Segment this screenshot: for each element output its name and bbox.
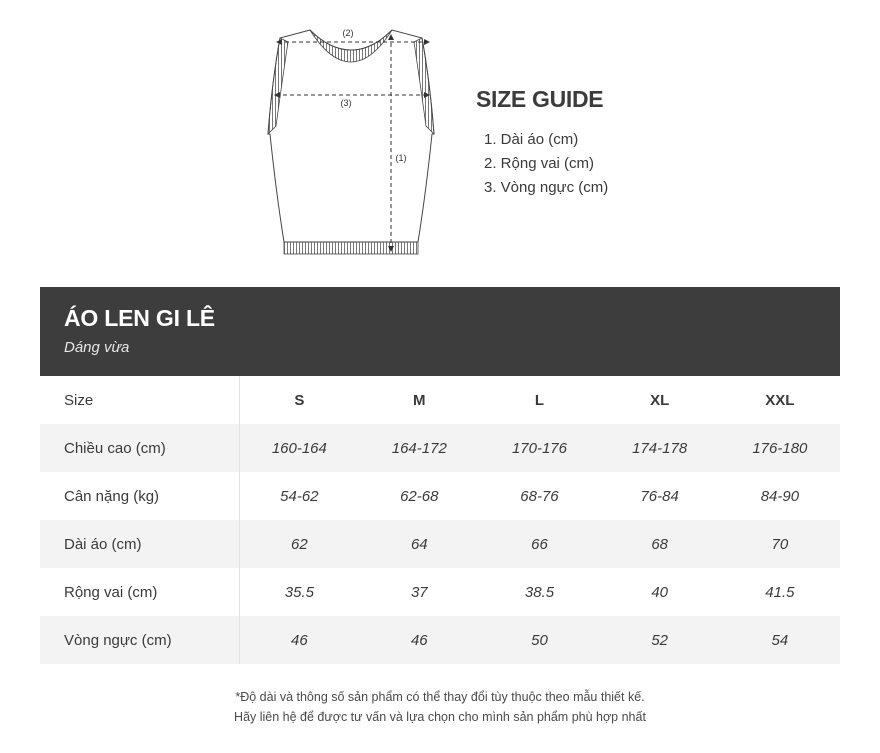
table-cell: 40 — [651, 583, 668, 601]
table-row — [40, 424, 840, 472]
size-header-cell: XXL — [765, 391, 795, 409]
table-cell: 164-172 — [359, 424, 479, 472]
footer-note-1: *Độ dài và thông số sản phẩm có thể thay đổi tùy thuộc theo mẫu thiết kế. — [235, 690, 645, 704]
table-row — [40, 520, 840, 568]
label-length: (1) — [395, 153, 407, 163]
guide-item-length: 1. Dài áo (cm) — [484, 131, 579, 148]
table-cell: 84-90 — [760, 487, 800, 505]
size-header-cell: S — [294, 391, 305, 409]
size-header-cell: XL — [650, 391, 670, 409]
size-guide-list — [476, 128, 608, 200]
table-row — [40, 568, 840, 616]
row-label: Cân nặng (kg) — [40, 472, 239, 520]
table-cell: 41.5 — [765, 583, 795, 601]
table-cell: 64 — [359, 520, 479, 568]
table-cell: 46 — [239, 616, 359, 664]
table-cell: 174-178 — [600, 424, 720, 472]
vest-illustration — [262, 22, 440, 262]
table-cell: 160-164 — [239, 424, 359, 472]
table-row — [40, 472, 840, 520]
table-cell: 68 — [600, 520, 720, 568]
guide-item-shoulder: 2. Rộng vai (cm) — [484, 155, 595, 172]
table-cell: 37 — [410, 583, 428, 601]
table-cell: 54-62 — [280, 487, 319, 505]
product-fit: Dáng vừa — [64, 339, 130, 356]
table-cell: 52 — [600, 616, 720, 664]
row-label: Vòng ngực (cm) — [40, 616, 239, 664]
label-chest: (3) — [340, 98, 352, 108]
table-cell: 170-176 — [479, 424, 599, 472]
table-cell: 62-68 — [400, 487, 439, 505]
vest-diagram — [262, 22, 440, 262]
footer-note-2: Hãy liên hệ để được tư vấn và lựa chọn cho mình sản phẩm phù hợp nhất — [234, 710, 646, 724]
size-header-cell: M — [413, 391, 426, 409]
table-header-row — [40, 376, 840, 424]
label-shoulder: (2) — [342, 28, 354, 38]
row-label: Dài áo (cm) — [40, 520, 239, 568]
size-guide-title: SIZE GUIDE — [476, 86, 604, 112]
table-cell: 35.5 — [284, 583, 314, 601]
table-cell: 70 — [720, 520, 840, 568]
table-row — [40, 616, 840, 664]
table-cell: 62 — [239, 520, 359, 568]
table-cell: 68-76 — [520, 487, 559, 505]
product-banner — [40, 287, 840, 376]
size-guide — [476, 86, 608, 200]
table-cell: 46 — [359, 616, 479, 664]
row-label: Size — [40, 376, 239, 424]
row-label: Rộng vai (cm) — [40, 568, 239, 616]
size-header-cell: L — [534, 391, 545, 409]
table-cell: 54 — [720, 616, 840, 664]
table-cell: 50 — [479, 616, 599, 664]
size-table — [40, 376, 840, 664]
row-label: Chiều cao (cm) — [40, 424, 239, 472]
guide-item-chest: 3. Vòng ngực (cm) — [484, 179, 609, 196]
table-cell: 38.5 — [524, 583, 555, 601]
product-title: ÁO LEN GI LÊ — [64, 305, 215, 331]
table-cell: 66 — [479, 520, 599, 568]
table-cell: 176-180 — [720, 424, 840, 472]
table-cell: 76-84 — [640, 487, 679, 505]
